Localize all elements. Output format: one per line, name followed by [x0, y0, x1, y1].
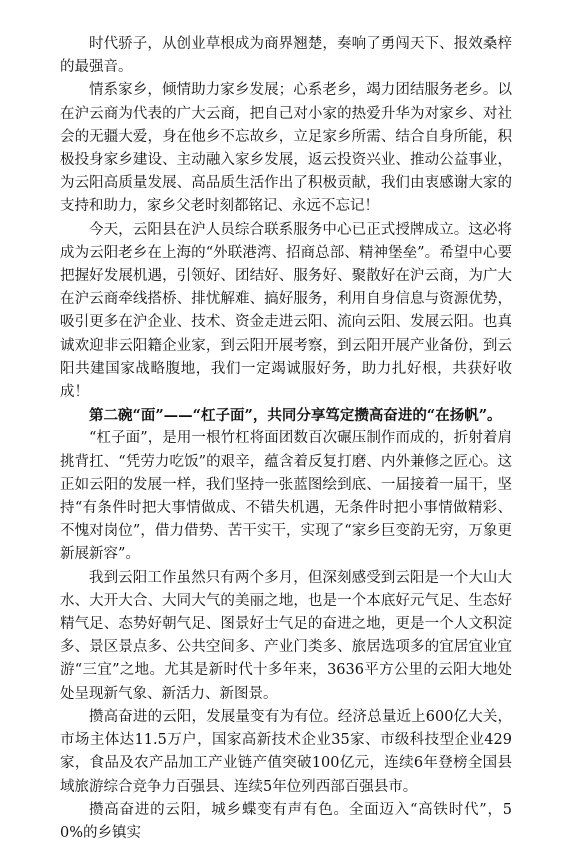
paragraph-6: 攒高奋进的云阳，发展量变有为有位。经济总量近上600亿大关，市场主体达11.5万户，国家高新技术企业35家、市级科技型企业429家，食品及农产品加工产业链产值突破100亿元，连续6年登榜全国县域旅游综合竞争力百强县、连续5年位列西部百强县市。 [60, 708, 512, 795]
section-heading: 第二碗“面”——“杠子面”，共同分享笃定攒高奋进的“在扬帆”。 [89, 407, 502, 425]
paragraph-5: 我到云阳工作虽然只有两个多月，但深刻感受到云阳是一个大山大水、大开大合、大同大气的美丽之地，也是一个本底好元气足、生态好精气足、态势好朝气足、图景好士气足的奋进之地，更是一个人文积淀多、景区景点多、公共空间多、产业门类多、旅居选项多的宜居宜业宜游“三宜”之地。尤其是新时代十多年来，3636平方公里的云阳大地处处呈现新气象、新活力、新图景。 [60, 569, 512, 702]
document-page [60, 33, 512, 845]
paragraph-3: 今天，云阳县在沪人员综合联系服务中心已正式授牌成立。这必将成为云阳老乡在上海的“外联港湾、招商总部、精神堡垒”。希望中心要把握好发展机遇，引领好、团结好、服务好、聚散好在沪云商，为广大在沪云商牵线搭桥、排忧解难、搞好服务，利用自身信息与资源优势，吸引更多在沪企业、技术、资金走进云阳、流向云阳、发展云阳。也真诚欢迎非云阳籍企业家，到云阳开展考察，到云阳开展产业备份，到云阳共建国家战略腹地，我们一定竭诚服好务，助力扎好根，共获好收成！ [60, 221, 512, 401]
paragraph-4: “杠子面”，是用一根竹杠将面团数百次碾压制作而成的，折射着肩挑背扛、“凭劳力吃饭”的艰辛，蕴含着反复打磨、内外兼修之匠心。这正如云阳的发展一样，我们坚持一张蓝图绘到底、一届接着一届干，坚持“有条件时把大事情做成、不错失机遇，无条件时把小事情做精彩、不愧对岗位”，借力借势、苦干实干，实现了“家乡巨变韵无穷，万象更新展新容”。 [60, 430, 512, 563]
paragraph-7: 攒高奋进的云阳，城乡蝶变有声有色。全面迈入“高铁时代”，50%的乡镇实 [60, 801, 512, 841]
paragraph-1: 时代骄子，从创业草根成为商界翘楚，奏响了勇闯天下、报效桑梓的最强音。 [60, 36, 512, 76]
paragraph-2: 情系家乡，倾情助力家乡发展；心系老乡，竭力团结服务老乡。以在沪云商为代表的广大云商，把自己对小家的热爱升华为对家乡、对社会的无疆大爱，身在他乡不忘故乡，立足家乡所需、结合自身所能，积极投身家乡建设、主动融入家乡发展，返云投资兴业、推动公益事业，为云阳高质量发展、高品质生活作出了积极贡献，我们由衷感谢大家的支持和助力，家乡父老时刻都铭记、永远不忘记！ [60, 82, 512, 215]
